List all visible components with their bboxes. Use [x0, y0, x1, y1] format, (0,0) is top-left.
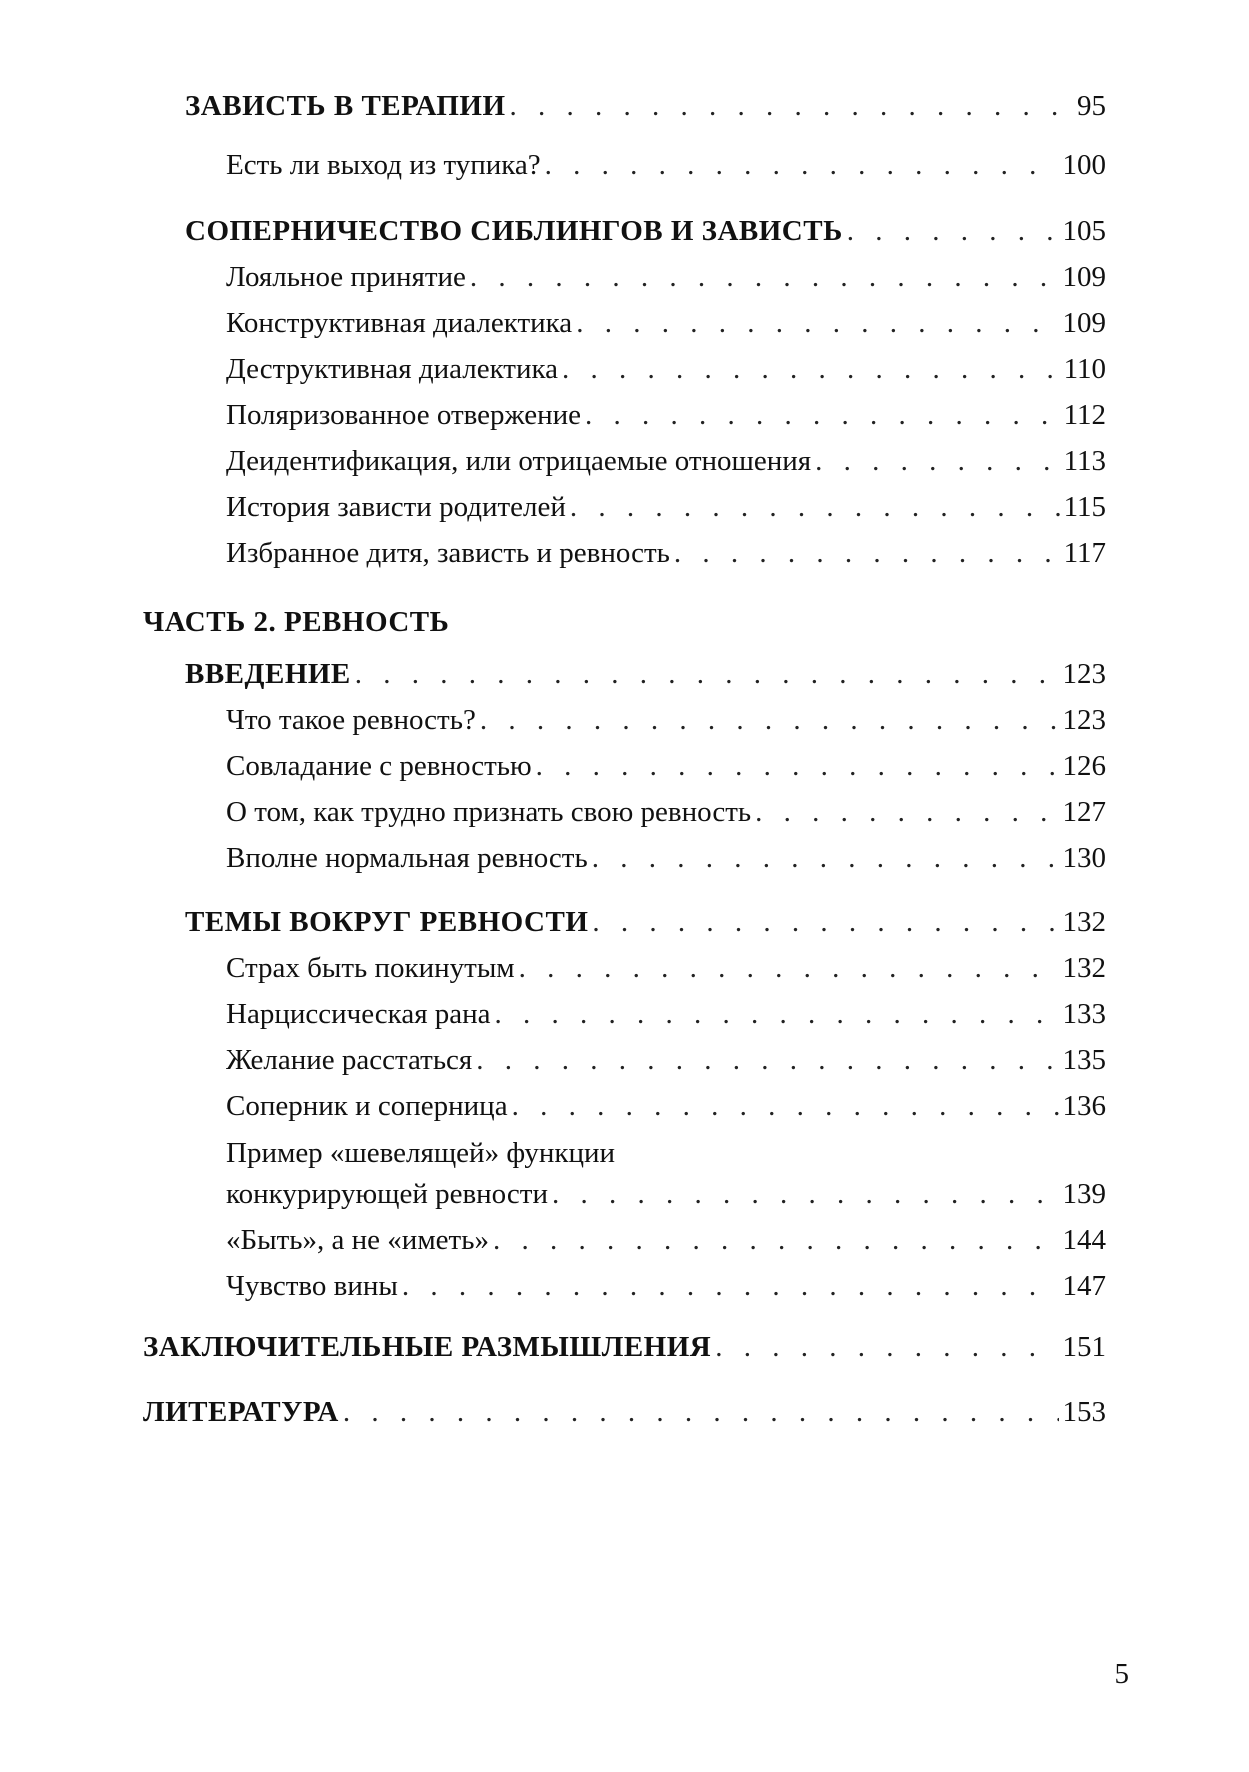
dot-leader: [592, 902, 1058, 942]
toc-entry-title: Деидентификация, или отрицаемые отношения: [226, 445, 812, 477]
toc-page-number: 127: [1062, 796, 1106, 828]
toc-entry-section: [185, 902, 1106, 942]
toc-page-number: 123: [1062, 704, 1106, 736]
toc-page-number: 132: [1062, 952, 1106, 984]
toc-page-number: 147: [1062, 1270, 1106, 1302]
toc-page-number: 112: [1063, 399, 1106, 431]
dot-leader: [512, 1086, 1059, 1126]
toc-entry-chapter: [143, 1327, 1106, 1367]
toc-page-number: 117: [1063, 537, 1106, 569]
toc-entry-title: О том, как трудно признать свою ревность: [226, 796, 752, 828]
dot-leader: [585, 395, 1060, 435]
dot-leader: [495, 994, 1059, 1034]
dot-leader: [355, 654, 1059, 694]
dot-leader: [536, 746, 1059, 786]
dot-leader: [592, 838, 1059, 878]
toc-page-number: 95: [1077, 90, 1106, 122]
dot-leader: [476, 1040, 1058, 1080]
toc-entry-subsection: [226, 1040, 1106, 1080]
toc-entry-subsection: [226, 792, 1106, 832]
toc-entry-subsection: [226, 948, 1106, 988]
toc-page-number: 126: [1062, 750, 1106, 782]
toc-entry-subsection: [226, 838, 1106, 878]
toc-entry-title: Вполне нормальная ревность: [226, 842, 588, 874]
page-number: 5: [1114, 1658, 1129, 1690]
toc-page-number: 105: [1062, 215, 1106, 247]
toc-entry-title: «Быть», а не «иметь»: [226, 1224, 489, 1256]
toc-entry-title: Избранное дитя, зависть и ревность: [226, 537, 670, 569]
toc-page-number: 109: [1062, 261, 1106, 293]
dot-leader: [402, 1266, 1059, 1306]
toc-entry-subsection: [226, 487, 1106, 527]
toc-entry-subsection: [226, 349, 1106, 389]
toc-entry-title: Деструктивная диалектика: [226, 353, 558, 385]
toc-page-number: 133: [1062, 998, 1106, 1030]
toc-entry-title: ЛИТЕРАТУРА: [143, 1396, 339, 1428]
dot-leader: [470, 257, 1059, 297]
toc-page-number: 135: [1062, 1044, 1106, 1076]
toc-entry-title: Лояльное принятие: [226, 261, 466, 293]
toc-entry-subsection: [226, 994, 1106, 1034]
dot-leader: [847, 211, 1059, 251]
dot-leader: [343, 1392, 1059, 1432]
dot-leader: [493, 1220, 1059, 1260]
toc-entry-title: ЗАВИСТЬ В ТЕРАПИИ: [185, 90, 506, 122]
dot-leader: [715, 1327, 1058, 1367]
toc-entry-title: История зависти родителей: [226, 491, 566, 523]
dot-leader: [552, 1174, 1059, 1214]
toc-entry-subsection: [226, 1220, 1106, 1260]
toc-page-number: 100: [1062, 149, 1106, 181]
toc-entry-title-line1: Пример «шевелящей» функции: [226, 1137, 616, 1169]
toc-entry-subsection: [226, 441, 1106, 481]
toc-page-number: 139: [1062, 1178, 1106, 1210]
toc-entry-title: Совладание с ревностью: [226, 750, 532, 782]
toc-entry-section: [185, 211, 1106, 251]
dot-leader: [576, 303, 1058, 343]
toc-entry-subsection: [226, 533, 1106, 573]
toc-entry-title: Нарциссическая рана: [226, 998, 491, 1030]
toc-page-number: 115: [1063, 491, 1106, 523]
toc-page-number: 130: [1062, 842, 1106, 874]
toc-entry-subsection: [226, 145, 1106, 185]
toc-entry-subsection: [226, 700, 1106, 740]
toc-entry-section: [185, 86, 1106, 126]
toc-entry-title: СОПЕРНИЧЕСТВО СИБЛИНГОВ И ЗАВИСТЬ: [185, 215, 843, 247]
toc-entry-title: ВВЕДЕНИЕ: [185, 658, 351, 690]
toc-page-number: 110: [1063, 353, 1106, 385]
toc-entry-title: Есть ли выход из тупика?: [226, 149, 541, 181]
toc-page-number: 144: [1062, 1224, 1106, 1256]
toc-page-number: 109: [1062, 307, 1106, 339]
toc-page-number: 153: [1062, 1396, 1106, 1428]
toc-entry-subsection: [226, 1174, 1106, 1214]
toc-entry-subsection: [226, 257, 1106, 297]
toc-entry-section: [185, 654, 1106, 694]
toc-page-number: 113: [1063, 445, 1106, 477]
toc-entry-title: Страх быть покинутым: [226, 952, 515, 984]
toc-entry-title: Соперник и соперница: [226, 1090, 508, 1122]
toc-entry-title: Желание расстаться: [226, 1044, 473, 1076]
toc-entry-title: Поляризованное отвержение: [226, 399, 581, 431]
toc-entry-title: ТЕМЫ ВОКРУГ РЕВНОСТИ: [185, 906, 589, 938]
toc-entry-title: Конструктивная диалектика: [226, 307, 573, 339]
toc-entry-subsection: [226, 1086, 1106, 1126]
dot-leader: [480, 700, 1059, 740]
dot-leader: [570, 487, 1060, 527]
toc-page-number: 151: [1062, 1331, 1106, 1363]
toc-entry-subsection: [226, 746, 1106, 786]
toc-entry-subsection: [226, 303, 1106, 343]
dot-leader: [510, 86, 1062, 126]
dot-leader: [545, 145, 1059, 185]
dot-leader: [674, 533, 1060, 573]
dot-leader: [519, 948, 1059, 988]
toc-entry-chapter: [143, 1392, 1106, 1432]
toc-entry-subsection: [226, 1266, 1106, 1306]
dot-leader: [815, 441, 1059, 481]
toc-page-number: 123: [1062, 658, 1106, 690]
dot-leader: [562, 349, 1060, 389]
toc-entry-title: ЗАКЛЮЧИТЕЛЬНЫЕ РАЗМЫШЛЕНИЯ: [143, 1331, 712, 1363]
part-heading: ЧАСТЬ 2. РЕВНОСТЬ: [143, 606, 450, 638]
toc-entry-subsection: [226, 395, 1106, 435]
toc-entry-title: конкурирующей ревности: [226, 1178, 548, 1210]
toc-entry-title: Что такое ревность?: [226, 704, 476, 736]
dot-leader: [755, 792, 1058, 832]
toc-page-number: 136: [1062, 1090, 1106, 1122]
toc-entry-title: Чувство вины: [226, 1270, 398, 1302]
toc-page-number: 132: [1062, 906, 1106, 938]
